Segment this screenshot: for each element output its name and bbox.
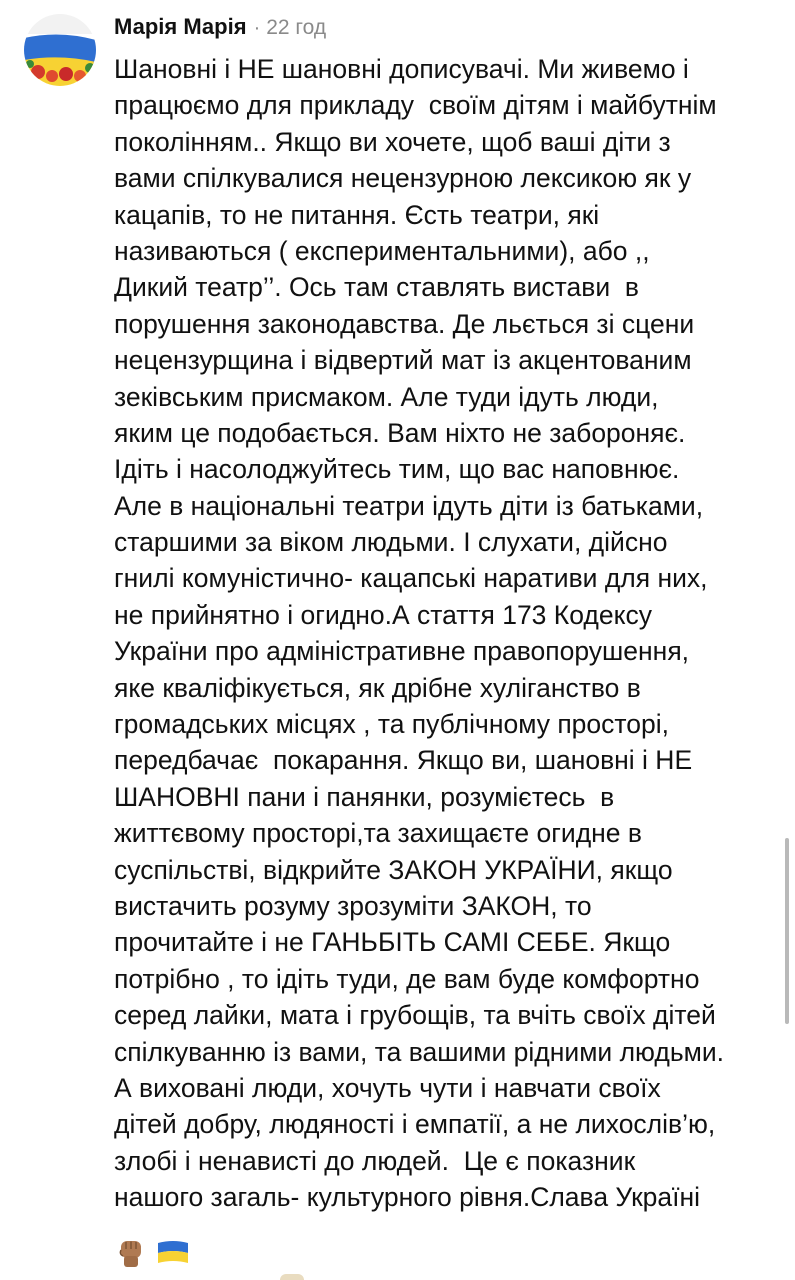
next-item-peek bbox=[280, 1274, 304, 1280]
comment-line: спілкуванню із вами, та вашими рідними людьми. bbox=[114, 1036, 725, 1067]
comment-line: потрібно , то ідіть туди, де вам буде комфортно bbox=[114, 963, 700, 994]
comment-line: дітей добру, людяності і емпатії, а не лихослів’ю, bbox=[114, 1109, 716, 1140]
meta-separator: · bbox=[253, 17, 261, 39]
avatar-image bbox=[24, 14, 96, 86]
comment-line: Ідіть і насолоджуйтесь тим, що вас наповнює. bbox=[114, 454, 680, 485]
comment-line: прочитайте і не ГАНЬБІТЬ САМІ СЕБЕ. Якщо bbox=[114, 927, 671, 958]
comment-line: яким це подобається. Вам ніхто не забороняє. bbox=[114, 417, 686, 448]
comment-line: громадських місцях , та публічному просторі, bbox=[114, 709, 669, 740]
comment-line: серед лайки, мата і грубощів, та вчіть своїх дітей bbox=[114, 1000, 716, 1031]
comment-line: яке кваліфікується, як дрібне хуліганство в bbox=[114, 672, 641, 703]
comment-line: життєвому просторі,та захищаєте огидне в bbox=[114, 818, 642, 849]
comment-line: кацапів, то не питання. Єсть театри, які bbox=[114, 199, 600, 230]
comment-line: злобі і ненависті до людей. Це є показник bbox=[114, 1145, 636, 1176]
comment-header bbox=[114, 14, 326, 46]
avatar[interactable] bbox=[24, 14, 96, 86]
comment-line: гнилі комуністично- кацапські наративи для них, bbox=[114, 563, 708, 594]
scrollbar-thumb[interactable] bbox=[785, 838, 789, 1024]
comment-line: нецензурщина і відвертий мат із акцентованим bbox=[114, 345, 692, 376]
author-name[interactable]: Марія Марія bbox=[114, 14, 247, 39]
comment-line: працюємо для прикладу своїм дітям і майбутнім bbox=[114, 90, 717, 121]
comment-line: ШАНОВНІ пани і панянки, розумієтесь в bbox=[114, 781, 615, 812]
comment-line: передбачає покарання. Якщо ви, шановні і НЕ bbox=[114, 745, 693, 776]
comment-line: називаються ( експериментальними), або ,, bbox=[114, 235, 650, 266]
raised-fist-icon bbox=[114, 1236, 148, 1270]
comment-line: Але в національні театри ідуть діти із батьками, bbox=[114, 490, 704, 521]
comment-line: нашого загаль- культурного рівня.Слава Україні bbox=[114, 1182, 701, 1213]
comment-line: вами спілкувалися нецензурною лексикою як у bbox=[114, 163, 692, 194]
ukraine-flag-icon bbox=[156, 1240, 190, 1266]
comment-line: старшими за віком людьми. І слухати, дійсно bbox=[114, 527, 668, 558]
comment-line: А виховані люди, хочуть чути і навчати своїх bbox=[114, 1072, 661, 1103]
comment-line: Шановні і НЕ шановні дописувачі. Ми живемо і bbox=[114, 54, 689, 84]
comment-line: Дикий театр’’. Ось там ставлять вистави в bbox=[114, 272, 639, 303]
comment-line: України про адміністративне правопорушення, bbox=[114, 636, 690, 667]
comment-line: порушення законодавства. Де льється зі сцени bbox=[114, 308, 695, 339]
comment-timestamp[interactable]: 22 год bbox=[266, 16, 327, 39]
comment-line: вистачить розуму зрозуміти ЗАКОН, то bbox=[114, 890, 592, 921]
comment-line: суспільстві, відкрийте ЗАКОН УКРАЇНИ, якщо bbox=[114, 854, 673, 885]
comment-line: поколінням.. Якщо ви хочете, щоб ваші діти з bbox=[114, 126, 671, 157]
comment-body bbox=[114, 51, 784, 1216]
comment-line: не прийнятно і огидно.А стаття 173 Кодексу bbox=[114, 599, 652, 630]
comment-emojis bbox=[114, 1236, 190, 1270]
comment-line: зеківським присмаком. Але туди ідуть люди, bbox=[114, 381, 659, 412]
